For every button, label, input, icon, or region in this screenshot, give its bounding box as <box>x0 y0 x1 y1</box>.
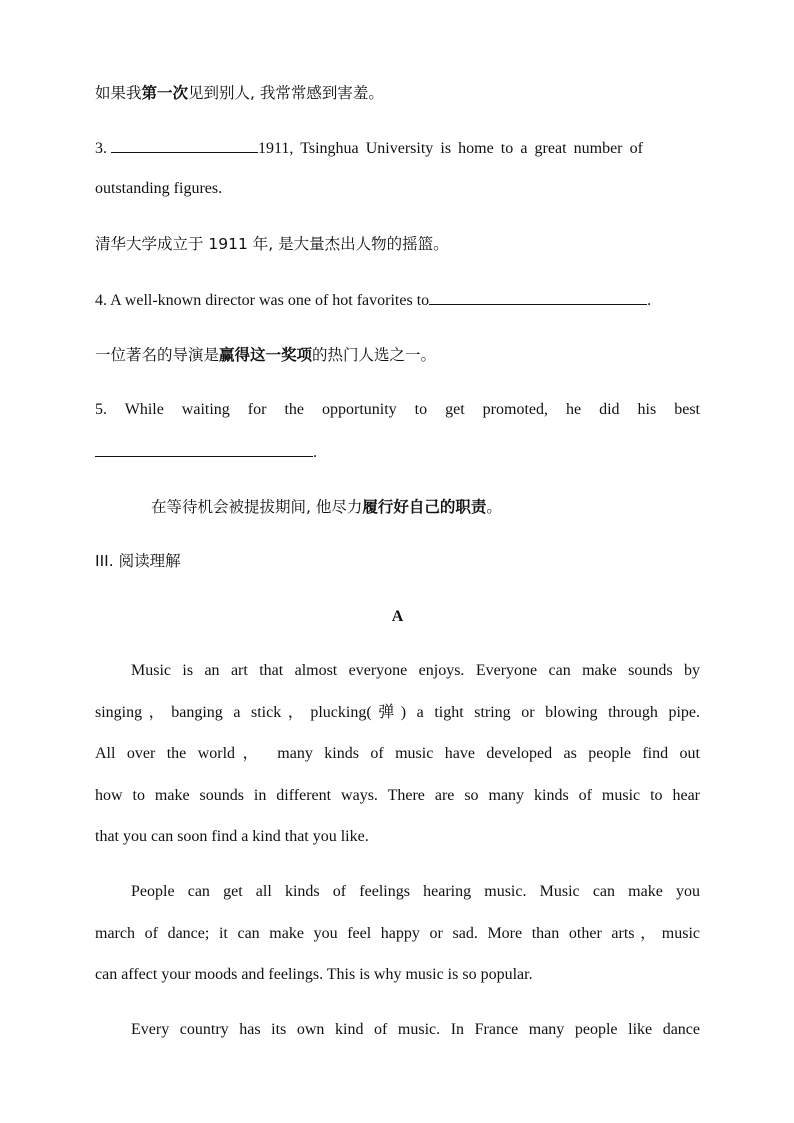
passage-p1-line-1: Music is an art that almost everyone enjoys. Everyone can make sounds by <box>131 662 700 679</box>
passage-p3-line-1: Every country has its own kind of music. In France many people like dance <box>131 1021 700 1038</box>
question-5-period: . <box>313 444 317 461</box>
passage-p2-line-2: march of dance; it can make you feel happy or sad. More than other arts，music <box>95 925 700 942</box>
q5-translation-pre: 在等待机会被提拔期间, 他尽力 <box>151 498 363 516</box>
question-3-line-2: outstanding figures. <box>95 180 223 197</box>
question-3-line-1 <box>95 138 700 159</box>
q2-translation-pre: 如果我 <box>95 84 142 102</box>
passage-letter <box>95 607 700 627</box>
question-5-line-1: 5. While waiting for the opportunity to get promoted, he did his best <box>95 401 700 418</box>
answer-blank-q5[interactable] <box>95 442 313 457</box>
q5-translation-post: 。 <box>486 498 502 516</box>
passage-p1-line-2: singing，banging a stick，plucking(弹) a tight string or blowing through pipe. <box>95 704 700 721</box>
q4-translation <box>95 345 700 365</box>
q4-translation-pre: 一位著名的导演是 <box>95 346 220 364</box>
q4-translation-post: 的热门人选之一。 <box>312 346 437 364</box>
question-4 <box>95 290 715 311</box>
passage-p1-line-3: All over the world， many kinds of music have developed as people find out <box>95 745 700 762</box>
q5-translation-answer: 履行好自己的职责 <box>362 498 487 516</box>
q2-translation-post: 见到别人, 我常常感到害羞。 <box>188 84 384 102</box>
section-heading: III. 阅读理解 <box>95 552 181 570</box>
passage-p1-line-5: that you can soon find a kind that you like. <box>95 828 369 845</box>
question-4-text: 4. A well-known director was one of hot favorites to <box>95 292 430 309</box>
question-4-period: . <box>647 292 652 309</box>
question-5-line-2 <box>95 442 700 463</box>
passage-p1-line-4: how to make sounds in different ways. There are so many kinds of music to hear <box>95 787 700 804</box>
q2-translation-answer: 第一次 <box>141 84 189 102</box>
answer-blank-q4[interactable] <box>429 290 647 305</box>
passage-letter-text: A <box>391 608 404 625</box>
q3-translation: 清华大学成立于 1911 年, 是大量杰出人物的摇篮。 <box>95 235 449 253</box>
q4-translation-answer: 赢得这一奖项 <box>219 346 313 364</box>
passage-p2-line-1: People can get all kinds of feelings hearing music. Music can make you <box>131 883 700 900</box>
passage-p2-line-3: can affect your moods and feelings. This is why music is so popular. <box>95 966 533 983</box>
q5-translation <box>151 497 711 517</box>
question-number: 3. <box>95 140 107 157</box>
answer-blank-q3[interactable] <box>111 138 258 153</box>
question-3-text: 1911, Tsinghua University is home to a great number of <box>258 140 643 157</box>
q2-translation <box>95 83 700 103</box>
